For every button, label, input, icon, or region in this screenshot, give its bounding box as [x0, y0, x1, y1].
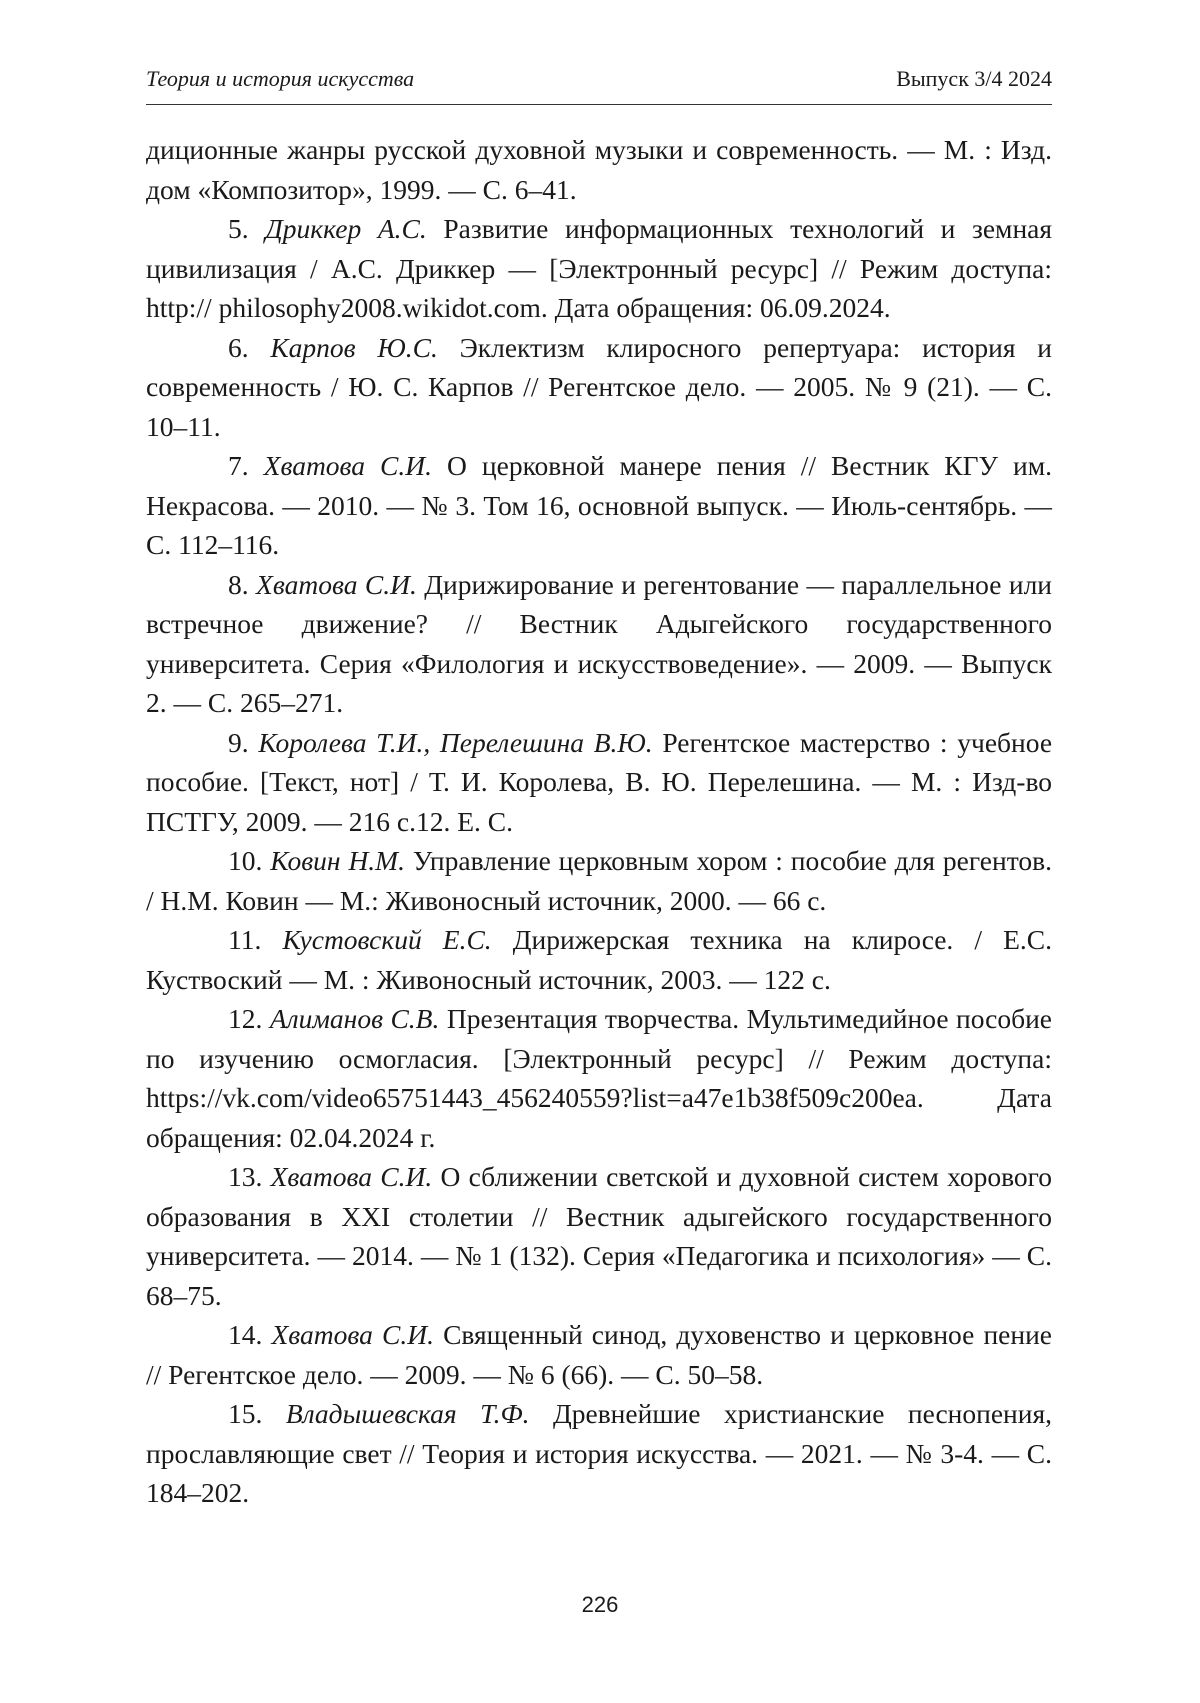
reference-number: 15. [228, 1398, 262, 1429]
reference-text: Древнейшие христианские песнопения, прославляющие свет // Теория и история искусства. — 2021. — № 3-4. — С. 184–202. [146, 1398, 1052, 1508]
reference-author: Владышевская Т.Ф. [286, 1398, 530, 1429]
reference-number: 13. [228, 1161, 262, 1192]
reference-author: Хватова С.И. [264, 450, 432, 481]
reference-author: Ковин Н.М. [270, 845, 405, 876]
reference-number: 6. [228, 332, 249, 363]
reference-number: 11. [228, 924, 261, 955]
reference-number: 8. [228, 569, 249, 600]
references-container [146, 209, 1052, 1513]
page-number: 226 [0, 1592, 1200, 1618]
reference-continuation: диционные жанры русской духовной музыки и современность. — М. : Изд. дом «Композитор», 1999. — С. 6–41. [146, 130, 1052, 209]
reference-text: Управление церковным хором : пособие для регентов. / Н.М. Ковин — М.: Живоносный источник, 2000. — 66 с. [146, 845, 1052, 916]
reference-item [146, 1394, 1052, 1513]
reference-item [146, 920, 1052, 999]
reference-author: Дриккер А.С. [265, 213, 427, 244]
reference-author: Кустовский Е.С. [282, 924, 491, 955]
reference-text: Развитие информационных технологий и земная цивилизация / А.С. Дриккер — [Электронный ресурс] // Режим доступа: http:// philosophy2008.wikidot.com. Дата обращения: 06.09.2024. [146, 213, 1052, 323]
reference-author: Хватова С.И. [271, 1161, 433, 1192]
reference-text: Презентация творчества. Мультимедийное пособие по изучению осмогласия. [Электронный ресурс] // Режим доступа: https://vk.com/video65751443_456240559?list=a47e1b38f509c200ea. Дата обращения: 02.04.2024 г. [146, 1003, 1052, 1153]
journal-title: Теория и история искусства [146, 66, 414, 92]
reference-author: Хватова С.И. [256, 569, 417, 600]
reference-list [146, 130, 1052, 1513]
reference-item [146, 841, 1052, 920]
reference-text: Дирижирование и регентование — параллельное или встречное движение? // Вестник Адыгейского государственного университета. Серия «Филология и искусствоведение». — 2009. — Выпуск 2. — С. 265–271. [146, 569, 1052, 719]
reference-text: О сближении светской и духовной систем хорового образования в XXI столетии // Вестник адыгейского государственного университета. — 2014. — № 1 (132). Серия «Педагогика и психология» — С. 68–75. [146, 1161, 1052, 1311]
reference-author: Карпов Ю.С. [270, 332, 437, 363]
reference-number: 9. [228, 727, 249, 758]
reference-item [146, 999, 1052, 1157]
reference-item [146, 209, 1052, 328]
reference-text: Дирижерская техника на клиросе. / Е.С. Куствоский — М. : Живоносный источник, 2003. — 122 с. [146, 924, 1052, 995]
reference-number: 10. [228, 845, 262, 876]
reference-text: Священный синод, духовенство и церковное пение // Регентское дело. — 2009. — № 6 (66). — С. 50–58. [146, 1319, 1052, 1390]
reference-author: Алиманов С.В. [270, 1003, 440, 1034]
reference-item [146, 723, 1052, 842]
page [0, 0, 1200, 1703]
reference-item [146, 446, 1052, 565]
running-header [146, 64, 1052, 105]
reference-text: Регентское мастерство : учебное пособие. [Текст, нот] / Т. И. Королева, В. Ю. Перелешина. — М. : Изд-во ПСТГУ, 2009. — 216 с.12. Е. С. [146, 727, 1052, 837]
reference-number: 5. [228, 213, 249, 244]
reference-number: 7. [228, 450, 249, 481]
issue-label: Выпуск 3/4 2024 [896, 66, 1052, 92]
reference-item [146, 1315, 1052, 1394]
reference-item [146, 1157, 1052, 1315]
reference-text: О церковной манере пения // Вестник КГУ им. Некрасова. — 2010. — № 3. Том 16, основной выпуск. — Июль-сентябрь. — С. 112–116. [146, 450, 1052, 560]
reference-number: 12. [228, 1003, 262, 1034]
reference-number: 14. [228, 1319, 262, 1350]
reference-author: Хватова С.И. [271, 1319, 433, 1350]
reference-author: Королева Т.И., Перелешина В.Ю. [258, 727, 652, 758]
reference-item [146, 328, 1052, 447]
reference-text: Эклектизм клиросного репертуара: история и современность / Ю. С. Карпов // Регентское дело. — 2005. № 9 (21). — С. 10–11. [146, 332, 1052, 442]
reference-item [146, 565, 1052, 723]
